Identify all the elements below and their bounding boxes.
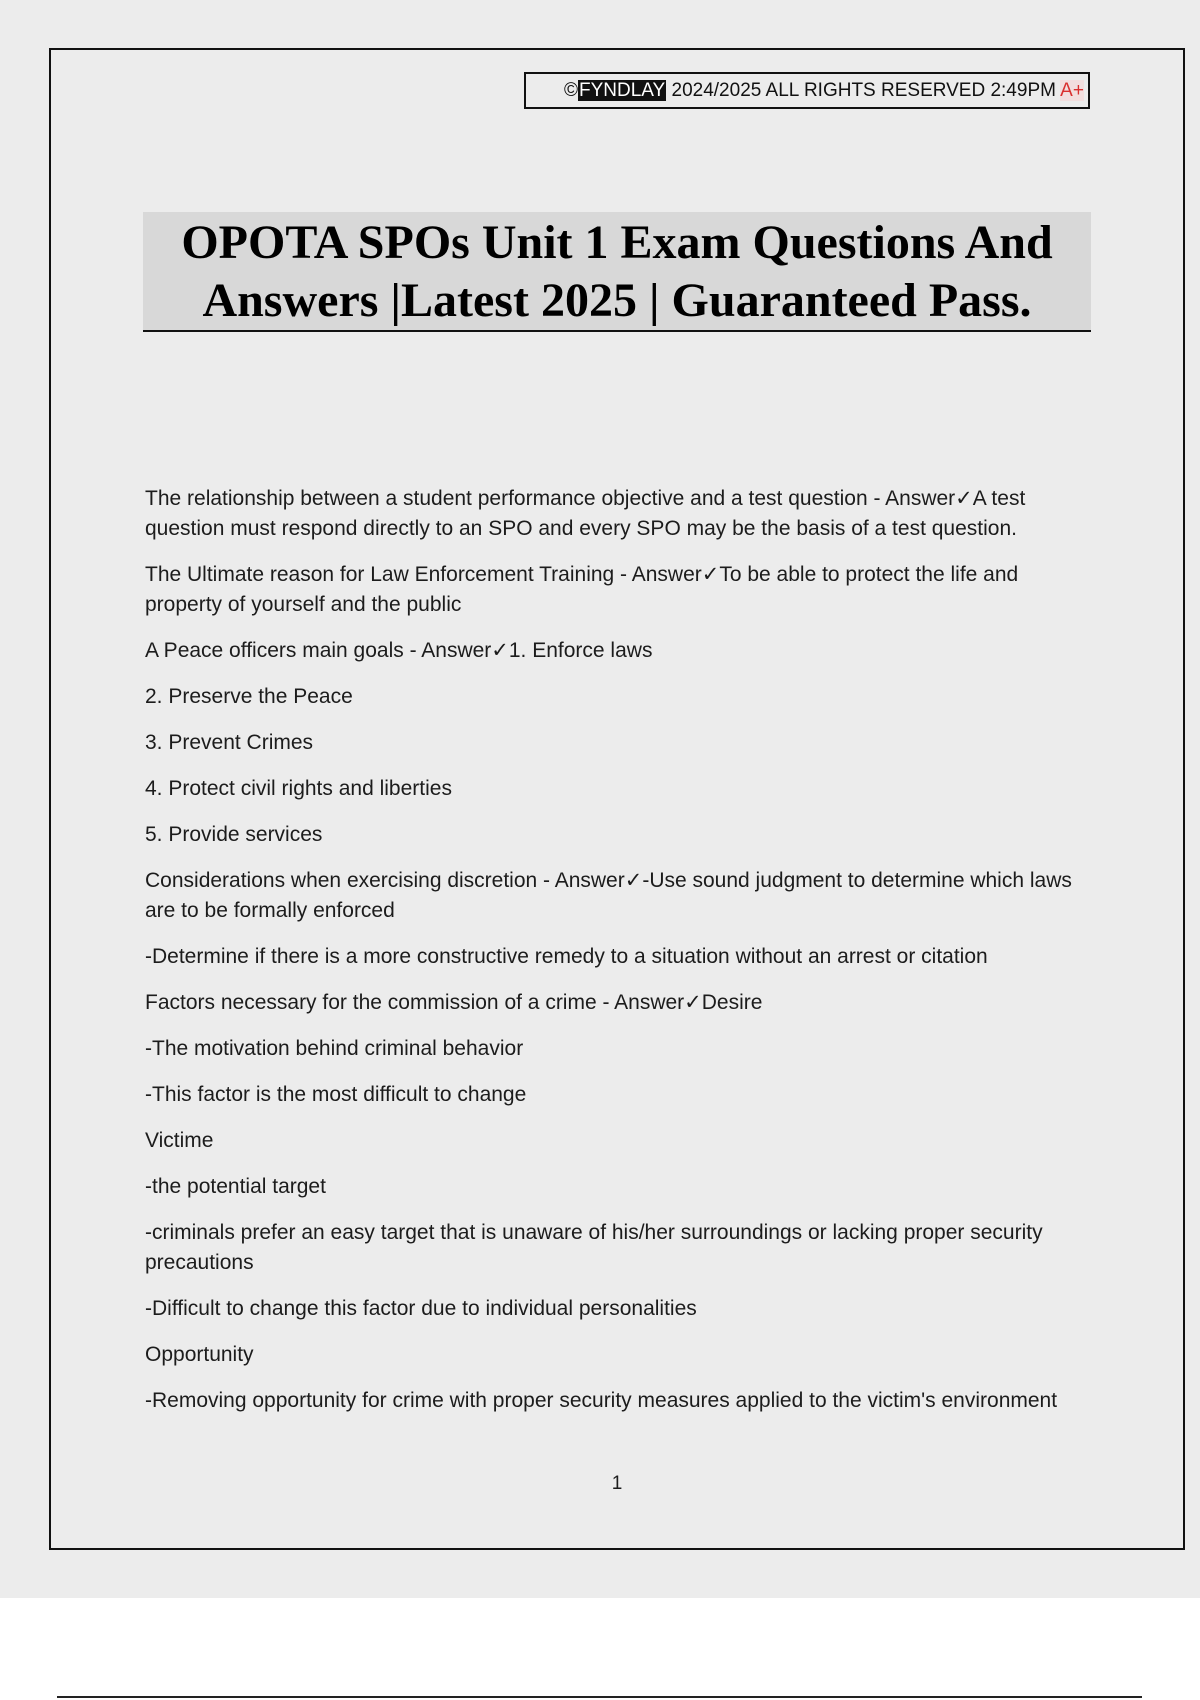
document-title bbox=[143, 212, 1091, 332]
qa-paragraph: -Determine if there is a more constructive remedy to a situation without an arrest or citation bbox=[145, 945, 988, 968]
qa-paragraph: The relationship between a student performance objective and a test question - Answer✓A test question must respond directly to an SPO and every SPO may be the basis of a test question. bbox=[145, 487, 1026, 540]
grade-badge: A+ bbox=[1060, 80, 1084, 101]
qa-content bbox=[145, 484, 1095, 1432]
list-item: -The motivation behind criminal behavior bbox=[145, 1037, 524, 1060]
list-item: 3. Prevent Crimes bbox=[145, 731, 314, 754]
title-line-2: Answers |Latest 2025 | Guaranteed Pass. bbox=[202, 274, 1032, 327]
copyright-symbol: © bbox=[564, 80, 578, 101]
list-item: 4. Protect civil rights and liberties bbox=[145, 777, 452, 800]
next-page-divider bbox=[57, 1696, 1142, 1698]
copyright-header bbox=[524, 72, 1090, 109]
brand-name: FYNDLAY bbox=[579, 80, 666, 101]
qa-paragraph: A Peace officers main goals - Answer✓1. Enforce laws bbox=[145, 639, 653, 662]
list-item: -the potential target bbox=[145, 1175, 326, 1198]
rights-text: 2024/2025 ALL RIGHTS RESERVED 2:49PM bbox=[666, 80, 1061, 101]
page-number: 1 bbox=[611, 1473, 623, 1494]
section-heading: Victime bbox=[145, 1129, 214, 1152]
qa-paragraph: The Ultimate reason for Law Enforcement Training - Answer✓To be able to protect the life and property of yourself and the public bbox=[145, 563, 1019, 616]
list-item: -This factor is the most difficult to change bbox=[145, 1083, 527, 1106]
title-line-1: OPOTA SPOs Unit 1 Exam Questions And bbox=[181, 216, 1053, 269]
list-item: 2. Preserve the Peace bbox=[145, 685, 353, 708]
list-item: 5. Provide services bbox=[145, 823, 323, 846]
qa-paragraph: Considerations when exercising discretion - Answer✓-Use sound judgment to determine which laws are to be formally enforced bbox=[145, 869, 1072, 922]
qa-paragraph: Factors necessary for the commission of a crime - Answer✓Desire bbox=[145, 991, 763, 1014]
list-item: -criminals prefer an easy target that is unaware of his/her surroundings or lacking proper security precautions bbox=[145, 1221, 1043, 1274]
list-item: -Difficult to change this factor due to individual personalities bbox=[145, 1297, 697, 1320]
section-heading: Opportunity bbox=[145, 1343, 254, 1366]
copyright-text bbox=[564, 74, 1084, 107]
list-item: -Removing opportunity for crime with proper security measures applied to the victim's environment bbox=[145, 1389, 1058, 1412]
